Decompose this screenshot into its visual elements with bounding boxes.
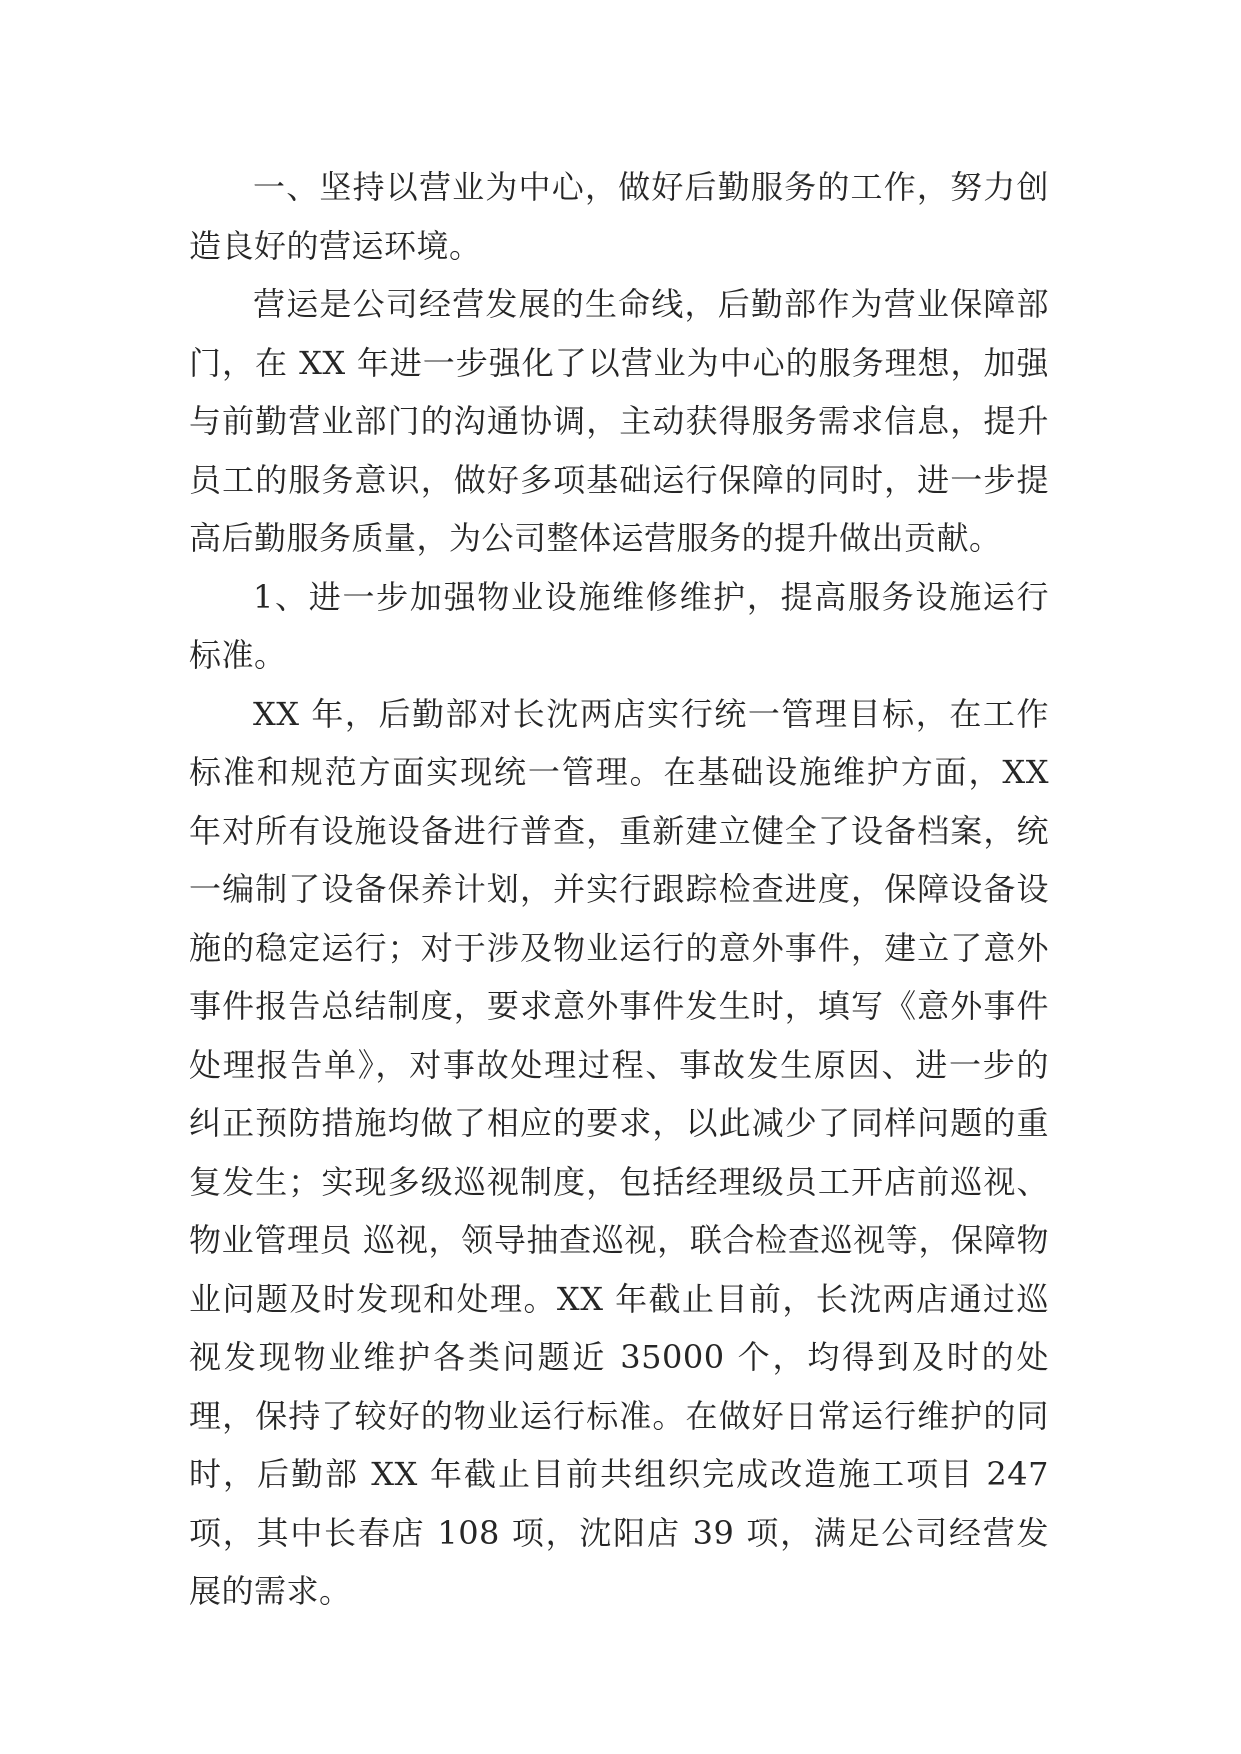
section-heading-paragraph: 一、坚持以营业为中心，做好后勤服务的工作，努力创造良好的营运环境。 [189,168,1049,265]
document-body [189,158,1049,1621]
subsection-heading-paragraph: 1、进一步加强物业设施维修维护，提高服务设施运行标准。 [189,577,1049,674]
body-paragraph-maintenance: XX 年，后勤部对长沈两店实行统一管理目标，在工作标准和规范方面实现统一管理。在基础设施维护方面，XX 年对所有设施设备进行普查，重新建立健全了设备档案，统一编制了设备保养计划，并实行跟踪检查进度，保障设备设施的稳定运行；对于涉及物业运行的意外事件，建立了意外事件报告总结制度，要求意外事件发生时，填写《意外事件处理报告单》，对事故处理过程、事故发生原因、进一步的纠正预防措施均做了相应的要求，以此减少了同样问题的重复发生；实现多级巡视制度，包括经理级员工开店前巡视、物业管理员 巡视，领导抽查巡视，联合检查巡视等，保障物业问题及时发现和处理。XX 年截止目前，长沈两店通过巡视发现物业维护各类问题近 35000 个，均得到及时的处理，保持了较好的物业运行标准。在做好日常运行维护的同时，后勤部 XX 年截止目前共组织完成改造施工项目 247 项，其中长春店 108 项，沈阳店 39 项，满足公司经营发展的需求。 [189,694,1049,1610]
body-paragraph-operations: 营运是公司经营发展的生命线，后勤部作为营业保障部门，在 XX 年进一步强化了以营业为中心的服务理想，加强与前勤营业部门的沟通协调，主动获得服务需求信息，提升员工的服务意识，做好多项基础运行保障的同时，进一步提高后勤服务质量，为公司整体运营服务的提升做出贡献。 [189,285,1049,557]
